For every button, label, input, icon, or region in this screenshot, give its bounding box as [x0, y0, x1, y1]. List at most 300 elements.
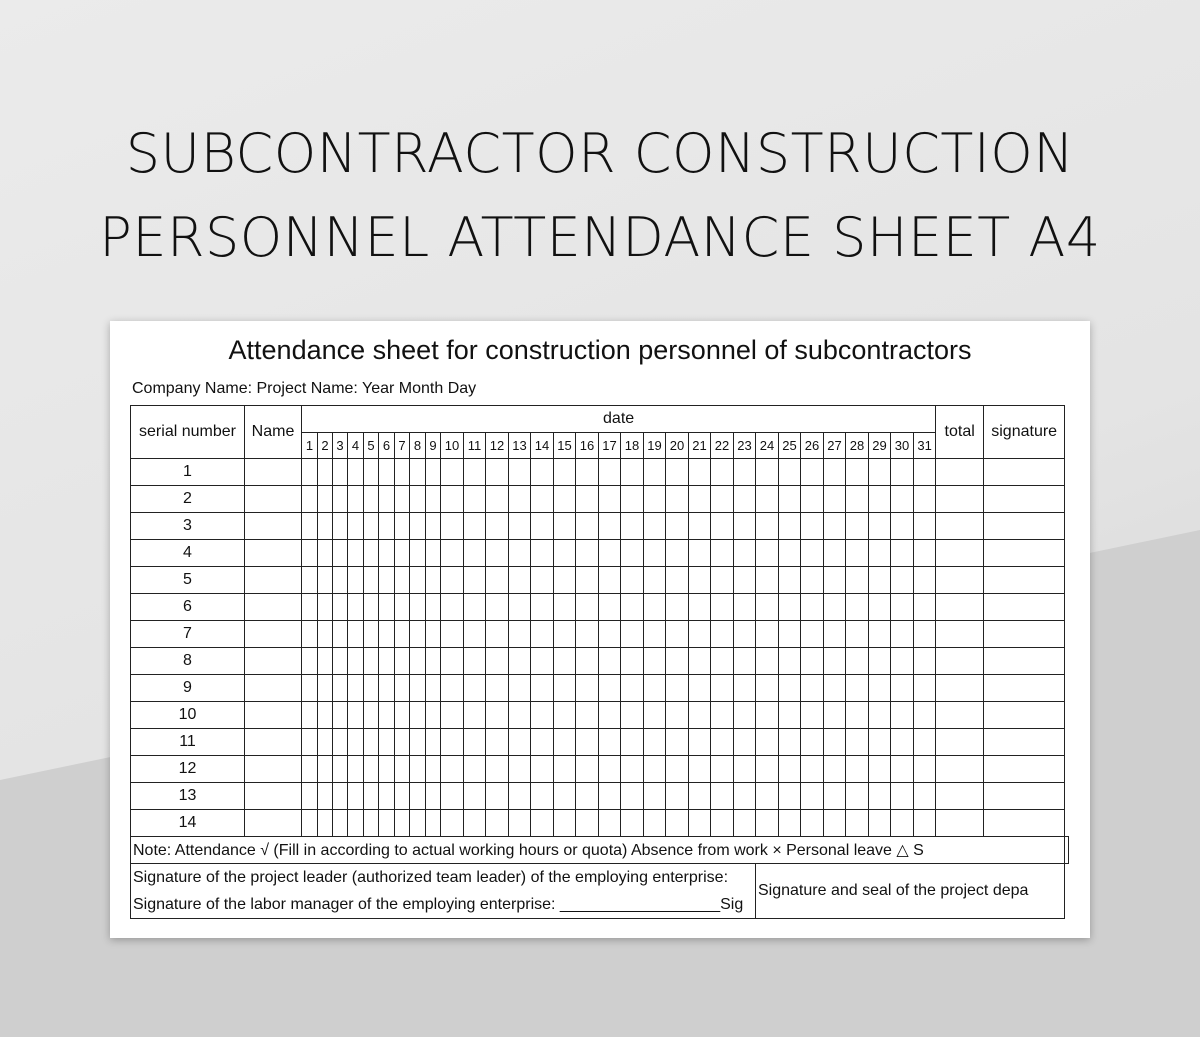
attendance-cell	[824, 459, 846, 486]
day-header-8: 8	[410, 433, 426, 459]
attendance-cell	[824, 729, 846, 756]
attendance-cell	[486, 810, 509, 837]
day-header-9: 9	[426, 433, 441, 459]
attendance-cell	[554, 675, 576, 702]
attendance-cell	[531, 783, 554, 810]
attendance-cell	[779, 783, 801, 810]
attendance-cell	[891, 648, 914, 675]
attendance-cell	[689, 675, 711, 702]
attendance-cell	[621, 675, 644, 702]
attendance-cell	[364, 486, 379, 513]
attendance-cell	[302, 567, 318, 594]
attendance-cell	[464, 567, 486, 594]
attendance-cell	[333, 729, 348, 756]
attendance-cell	[689, 621, 711, 648]
attendance-cell	[666, 729, 689, 756]
employer-signature-lines	[131, 864, 756, 919]
attendance-cell	[318, 594, 333, 621]
attendance-cell	[666, 783, 689, 810]
attendance-cell	[364, 675, 379, 702]
attendance-cell	[441, 540, 464, 567]
day-header-21: 21	[689, 433, 711, 459]
attendance-cell	[318, 675, 333, 702]
attendance-cell	[689, 783, 711, 810]
attendance-cell	[666, 648, 689, 675]
attendance-cell	[531, 756, 554, 783]
attendance-cell	[846, 729, 869, 756]
attendance-cell	[464, 702, 486, 729]
attendance-cell	[318, 756, 333, 783]
headline-line-1: SUBCONTRACTOR CONSTRUCTION	[125, 122, 1075, 185]
attendance-cell	[410, 621, 426, 648]
attendance-cell	[734, 621, 756, 648]
day-header-26: 26	[801, 433, 824, 459]
attendance-cell	[891, 540, 914, 567]
attendance-cell	[824, 648, 846, 675]
name-cell	[245, 567, 302, 594]
attendance-cell	[426, 594, 441, 621]
attendance-cell	[464, 594, 486, 621]
table-row	[131, 594, 1069, 621]
attendance-cell	[846, 459, 869, 486]
attendance-cell	[531, 621, 554, 648]
attendance-cell	[333, 513, 348, 540]
attendance-cell	[869, 648, 891, 675]
note-tail-cell	[1065, 837, 1069, 864]
note-row	[131, 837, 1069, 864]
attendance-cell	[410, 513, 426, 540]
attendance-cell	[779, 459, 801, 486]
project-leader-signature-line: Signature of the project leader (authorized team leader) of the employing enterprise:	[133, 869, 729, 886]
attendance-cell	[711, 810, 734, 837]
attendance-cell	[824, 810, 846, 837]
attendance-cell	[576, 486, 599, 513]
day-header-6: 6	[379, 433, 395, 459]
attendance-cell	[302, 810, 318, 837]
attendance-cell	[711, 702, 734, 729]
attendance-cell	[734, 729, 756, 756]
attendance-cell	[395, 810, 410, 837]
attendance-cell	[379, 621, 395, 648]
attendance-cell	[869, 621, 891, 648]
attendance-cell	[509, 702, 531, 729]
total-cell	[936, 513, 984, 540]
attendance-cell	[599, 621, 621, 648]
attendance-cell	[364, 513, 379, 540]
attendance-cell	[379, 513, 395, 540]
attendance-cell	[689, 756, 711, 783]
attendance-cell	[891, 783, 914, 810]
attendance-cell	[486, 648, 509, 675]
attendance-cell	[621, 540, 644, 567]
attendance-cell	[711, 756, 734, 783]
attendance-cell	[348, 702, 364, 729]
attendance-cell	[410, 729, 426, 756]
attendance-cell	[410, 486, 426, 513]
attendance-cell	[711, 459, 734, 486]
attendance-cell	[509, 783, 531, 810]
attendance-cell	[599, 729, 621, 756]
attendance-cell	[846, 567, 869, 594]
attendance-cell	[644, 675, 666, 702]
attendance-cell	[395, 567, 410, 594]
attendance-cell	[869, 675, 891, 702]
attendance-cell	[756, 756, 779, 783]
attendance-cell	[464, 459, 486, 486]
attendance-cell	[395, 513, 410, 540]
name-cell	[245, 621, 302, 648]
attendance-cell	[395, 648, 410, 675]
attendance-cell	[891, 486, 914, 513]
serial-number-cell: 11	[131, 729, 245, 756]
attendance-cell	[824, 513, 846, 540]
attendance-cell	[869, 729, 891, 756]
attendance-cell	[711, 594, 734, 621]
attendance-cell	[486, 540, 509, 567]
attendance-cell	[410, 675, 426, 702]
attendance-cell	[666, 675, 689, 702]
signature-row	[131, 864, 1069, 919]
day-header-10: 10	[441, 433, 464, 459]
table-row	[131, 567, 1069, 594]
attendance-cell	[756, 729, 779, 756]
attendance-cell	[426, 729, 441, 756]
attendance-cell	[554, 513, 576, 540]
attendance-cell	[395, 675, 410, 702]
attendance-cell	[441, 594, 464, 621]
attendance-cell	[426, 675, 441, 702]
attendance-cell	[734, 702, 756, 729]
attendance-cell	[891, 675, 914, 702]
attendance-cell	[869, 486, 891, 513]
attendance-cell	[801, 540, 824, 567]
attendance-cell	[364, 783, 379, 810]
total-cell	[936, 783, 984, 810]
attendance-cell	[576, 783, 599, 810]
attendance-cell	[824, 594, 846, 621]
attendance-cell	[891, 513, 914, 540]
attendance-cell	[891, 567, 914, 594]
attendance-cell	[333, 621, 348, 648]
attendance-cell	[531, 540, 554, 567]
attendance-cell	[333, 648, 348, 675]
attendance-cell	[644, 702, 666, 729]
attendance-cell	[395, 621, 410, 648]
attendance-cell	[689, 648, 711, 675]
attendance-cell	[302, 621, 318, 648]
attendance-cell	[318, 540, 333, 567]
attendance-cell	[846, 783, 869, 810]
attendance-cell	[914, 594, 936, 621]
attendance-cell	[426, 459, 441, 486]
attendance-cell	[644, 621, 666, 648]
attendance-cell	[364, 540, 379, 567]
attendance-cell	[379, 594, 395, 621]
attendance-cell	[348, 459, 364, 486]
attendance-cell	[302, 675, 318, 702]
attendance-cell	[410, 810, 426, 837]
attendance-cell	[644, 459, 666, 486]
attendance-cell	[464, 648, 486, 675]
attendance-cell	[711, 567, 734, 594]
total-cell	[936, 567, 984, 594]
attendance-cell	[364, 702, 379, 729]
signature-cell	[984, 648, 1065, 675]
attendance-cell	[914, 783, 936, 810]
attendance-cell	[576, 540, 599, 567]
total-cell	[936, 756, 984, 783]
day-header-13: 13	[509, 433, 531, 459]
company-project-info: Company Name: Project Name: Year Month Day	[132, 380, 477, 397]
attendance-cell	[711, 729, 734, 756]
signature-cell	[984, 594, 1065, 621]
attendance-cell	[599, 513, 621, 540]
attendance-cell	[554, 540, 576, 567]
attendance-cell	[644, 486, 666, 513]
day-header-12: 12	[486, 433, 509, 459]
attendance-cell	[824, 486, 846, 513]
name-cell	[245, 783, 302, 810]
attendance-cell	[846, 675, 869, 702]
attendance-cell	[576, 513, 599, 540]
attendance-cell	[348, 513, 364, 540]
attendance-cell	[554, 594, 576, 621]
attendance-cell	[914, 729, 936, 756]
attendance-cell	[734, 540, 756, 567]
day-header-3: 3	[333, 433, 348, 459]
attendance-cell	[914, 648, 936, 675]
attendance-cell	[756, 702, 779, 729]
attendance-cell	[801, 810, 824, 837]
attendance-cell	[846, 810, 869, 837]
attendance-cell	[846, 702, 869, 729]
attendance-cell	[441, 621, 464, 648]
name-cell	[245, 729, 302, 756]
attendance-cell	[364, 756, 379, 783]
attendance-cell	[891, 459, 914, 486]
serial-number-cell: 7	[131, 621, 245, 648]
attendance-cell	[621, 810, 644, 837]
day-header-27: 27	[824, 433, 846, 459]
attendance-cell	[302, 459, 318, 486]
attendance-cell	[756, 810, 779, 837]
attendance-cell	[644, 810, 666, 837]
attendance-cell	[869, 459, 891, 486]
attendance-cell	[644, 756, 666, 783]
attendance-cell	[348, 729, 364, 756]
header-row-top	[131, 406, 1069, 433]
attendance-cell	[426, 648, 441, 675]
day-header-14: 14	[531, 433, 554, 459]
attendance-cell	[410, 540, 426, 567]
attendance-cell	[441, 702, 464, 729]
attendance-cell	[464, 513, 486, 540]
attendance-cell	[486, 567, 509, 594]
attendance-cell	[846, 594, 869, 621]
attendance-cell	[379, 729, 395, 756]
attendance-cell	[348, 648, 364, 675]
day-header-19: 19	[644, 433, 666, 459]
name-cell	[245, 513, 302, 540]
attendance-cell	[689, 459, 711, 486]
signature-cell	[984, 810, 1065, 837]
attendance-cell	[846, 648, 869, 675]
attendance-cell	[302, 540, 318, 567]
attendance-cell	[801, 756, 824, 783]
table-row	[131, 486, 1069, 513]
attendance-cell	[554, 783, 576, 810]
attendance-cell	[486, 486, 509, 513]
attendance-cell	[734, 756, 756, 783]
attendance-cell	[486, 756, 509, 783]
attendance-cell	[824, 756, 846, 783]
attendance-cell	[576, 702, 599, 729]
total-cell	[936, 540, 984, 567]
attendance-cell	[441, 675, 464, 702]
attendance-cell	[599, 675, 621, 702]
attendance-cell	[464, 783, 486, 810]
total-cell	[936, 486, 984, 513]
name-cell	[245, 594, 302, 621]
attendance-cell	[333, 810, 348, 837]
attendance-cell	[426, 756, 441, 783]
attendance-cell	[599, 810, 621, 837]
total-cell	[936, 621, 984, 648]
signature-cell	[984, 540, 1065, 567]
attendance-cell	[318, 567, 333, 594]
attendance-cell	[410, 702, 426, 729]
attendance-cell	[318, 810, 333, 837]
header-date: date	[302, 406, 936, 433]
attendance-cell	[801, 729, 824, 756]
attendance-cell	[464, 810, 486, 837]
attendance-cell	[576, 648, 599, 675]
day-header-25: 25	[779, 433, 801, 459]
attendance-cell	[914, 513, 936, 540]
attendance-cell	[509, 729, 531, 756]
attendance-cell	[801, 675, 824, 702]
attendance-cell	[914, 702, 936, 729]
day-header-15: 15	[554, 433, 576, 459]
attendance-cell	[348, 567, 364, 594]
attendance-cell	[869, 756, 891, 783]
attendance-cell	[302, 486, 318, 513]
attendance-cell	[486, 783, 509, 810]
attendance-cell	[509, 810, 531, 837]
attendance-cell	[644, 540, 666, 567]
attendance-cell	[302, 513, 318, 540]
attendance-cell	[599, 648, 621, 675]
attendance-cell	[364, 594, 379, 621]
attendance-cell	[318, 648, 333, 675]
attendance-cell	[410, 756, 426, 783]
attendance-cell	[379, 702, 395, 729]
attendance-cell	[891, 594, 914, 621]
attendance-cell	[364, 729, 379, 756]
attendance-cell	[509, 513, 531, 540]
signature-cell	[984, 783, 1065, 810]
attendance-cell	[554, 729, 576, 756]
attendance-cell	[441, 486, 464, 513]
attendance-cell	[779, 621, 801, 648]
day-header-5: 5	[364, 433, 379, 459]
attendance-cell	[348, 540, 364, 567]
attendance-cell	[576, 594, 599, 621]
table-row	[131, 756, 1069, 783]
attendance-cell	[824, 621, 846, 648]
attendance-cell	[734, 459, 756, 486]
attendance-cell	[333, 594, 348, 621]
attendance-cell	[779, 513, 801, 540]
attendance-cell	[779, 540, 801, 567]
attendance-cell	[756, 459, 779, 486]
attendance-cell	[576, 810, 599, 837]
attendance-cell	[711, 783, 734, 810]
attendance-cell	[302, 756, 318, 783]
serial-number-cell: 9	[131, 675, 245, 702]
attendance-cell	[426, 513, 441, 540]
attendance-cell	[531, 810, 554, 837]
attendance-cell	[779, 729, 801, 756]
total-cell	[936, 810, 984, 837]
attendance-cell	[824, 783, 846, 810]
table-row	[131, 675, 1069, 702]
attendance-cell	[689, 540, 711, 567]
attendance-cell	[779, 567, 801, 594]
attendance-cell	[348, 486, 364, 513]
attendance-cell	[666, 459, 689, 486]
attendance-table	[130, 405, 1069, 919]
attendance-cell	[711, 621, 734, 648]
attendance-cell	[689, 594, 711, 621]
attendance-cell	[891, 621, 914, 648]
attendance-cell	[779, 810, 801, 837]
attendance-cell	[410, 648, 426, 675]
attendance-cell	[441, 648, 464, 675]
signature-cell	[984, 756, 1065, 783]
attendance-cell	[711, 486, 734, 513]
attendance-cell	[666, 594, 689, 621]
attendance-cell	[464, 540, 486, 567]
attendance-cell	[441, 783, 464, 810]
attendance-cell	[318, 702, 333, 729]
attendance-cell	[509, 756, 531, 783]
attendance-cell	[666, 756, 689, 783]
attendance-cell	[554, 810, 576, 837]
attendance-cell	[824, 675, 846, 702]
serial-number-cell: 5	[131, 567, 245, 594]
attendance-cell	[426, 540, 441, 567]
attendance-cell	[621, 486, 644, 513]
attendance-cell	[364, 459, 379, 486]
attendance-cell	[554, 567, 576, 594]
attendance-cell	[756, 621, 779, 648]
serial-number-cell: 1	[131, 459, 245, 486]
attendance-cell	[734, 675, 756, 702]
attendance-cell	[711, 540, 734, 567]
attendance-cell	[621, 567, 644, 594]
attendance-cell	[509, 459, 531, 486]
attendance-cell	[666, 513, 689, 540]
serial-number-cell: 8	[131, 648, 245, 675]
attendance-cell	[644, 783, 666, 810]
attendance-cell	[441, 513, 464, 540]
serial-number-cell: 10	[131, 702, 245, 729]
attendance-cell	[333, 702, 348, 729]
attendance-cell	[531, 486, 554, 513]
attendance-cell	[348, 810, 364, 837]
day-header-16: 16	[576, 433, 599, 459]
